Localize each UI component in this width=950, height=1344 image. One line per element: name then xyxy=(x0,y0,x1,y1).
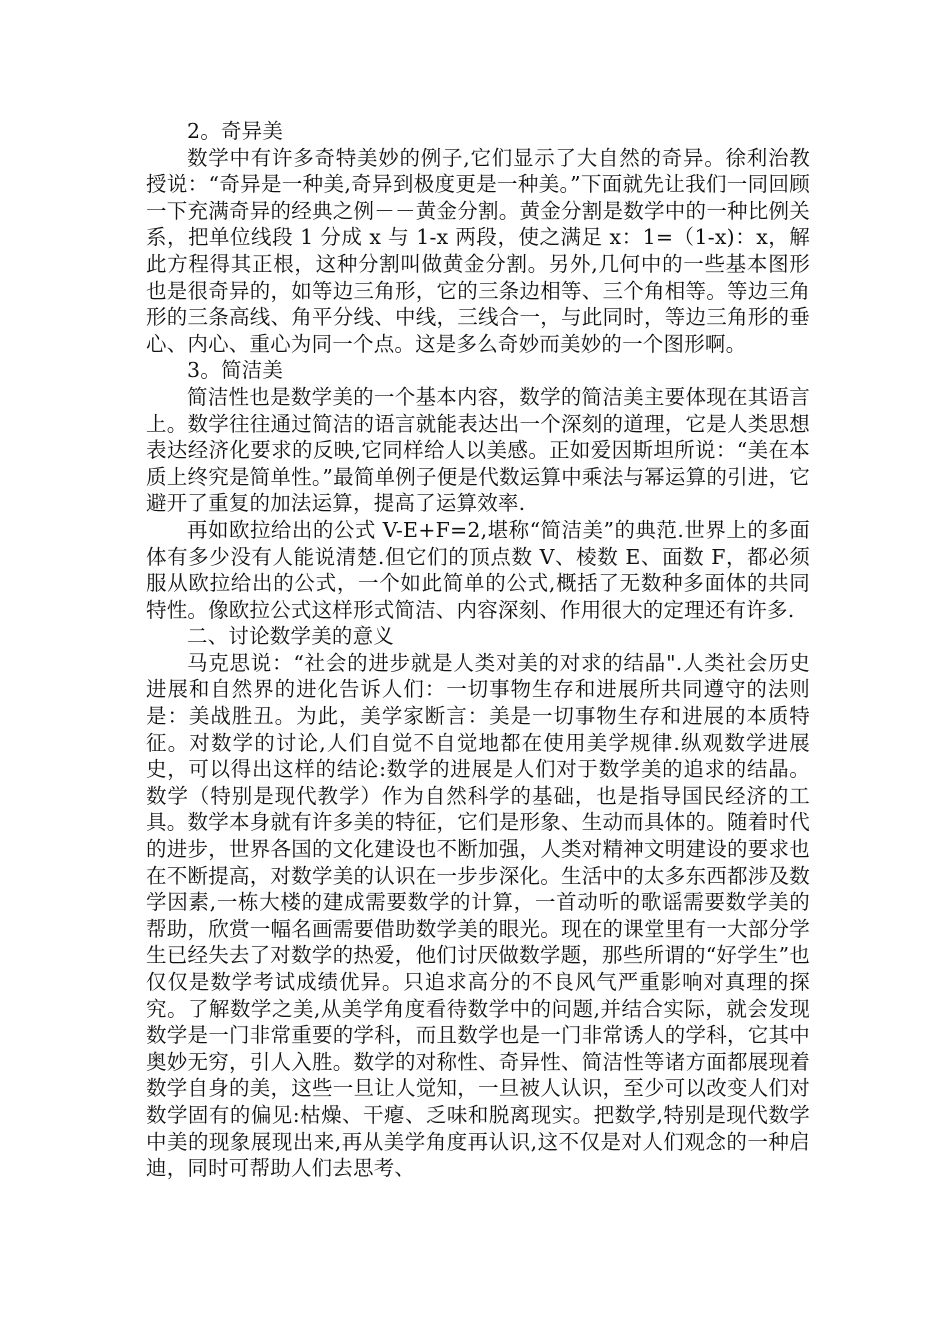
paragraph-significance: 马克思说：“社会的进步就是人类对美的对求的结晶".人类社会历史进展和自然界的进化告诉人们：一切事物生存和进展所共同遵守的法则是：美战胜丑。为此，美学家断言：美是一切事物生存和进展的本质特征。对数学的讨论,人们自觉不自觉地都在使用美学规律.纵观数学进展史，可以得出这样的结论:数学的进展是人们对于数学美的追求的结晶。数学（特别是现代教学）作为自然科学的基础，也是指导国民经济的工具。数学本身就有许多美的特征，它们是形象、生动而具体的。随着时代的进步，世界各国的文化建设也不断加强，人类对精神文明建设的要求也在不断提高，对数学美的认识在一步步深化。生活中的太多东西都涉及数学因素,一栋大楼的建成需要数学的计算，一首动听的歌谣需要数学美的帮助，欣赏一幅名画需要借助数学美的眼光。现在的课堂里有一大部分学生已经失去了对数学的热爱，他们讨厌做数学题，那些所谓的“好学生”也仅仅是数学考试成绩优异。只追求高分的不良风气严重影响对真理的探究。了解数学之美,从美学角度看待数学中的问题,并结合实际，就会发现数学是一门非常重要的学科，而且数学也是一门非常诱人的学科，它其中奥妙无穷，引人入胜。数学的对称性、奇异性、简洁性等诸方面都展现着数学自身的美，这些一旦让人觉知，一旦被人认识，至少可以改变人们对数学固有的偏见:枯燥、干瘪、乏味和脱离现实。把数学,特别是现代数学中美的现象展现出来,再从美学角度再认识,这不仅是对人们观念的一种启迪，同时可帮助人们去思考、 xyxy=(146,650,810,1181)
paragraph-euler-formula: 再如欧拉给出的公式 V-E+F=2,堪称“简洁美”的典范.世界上的多面体有多少没有人能说清楚.但它们的顶点数 V、棱数 E、面数 F，都必须服从欧拉给出的公式，一个如此简单的公式,概括了无数种多面体的共同特性。像欧拉公式这样形式简洁、内容深刻、作用很大的定理还有许多. xyxy=(146,517,810,622)
section-heading-significance: 二、讨论数学美的意义 xyxy=(187,624,394,649)
section-heading-simplicity-beauty: 3。简洁美 xyxy=(187,358,284,383)
section-heading-singular-beauty: 2。奇异美 xyxy=(187,119,284,143)
document-page xyxy=(146,118,810,1182)
paragraph-simplicity: 简洁性也是数学美的一个基本内容，数学的简洁美主要体现在其语言上。数学往往通过简洁的语言就能表达出一个深刻的道理，它是人类思想表达经济化要求的反映,它同样给人以美感。正如爱因斯坦所说：“美在本质上终究是简单性。”最简单例子便是代数运算中乘法与幂运算的引进，它避开了重复的加法运算，提高了运算效率. xyxy=(146,384,810,516)
paragraph-golden-section: 数学中有许多奇特美妙的例子,它们显示了大自然的奇异。徐利治教授说：“奇异是一种美,奇异到极度更是一种美。”下面就先让我们一同回顾一下充满奇异的经典之例－－黄金分割。黄金分割是数学中的一种比例关系，把单位线段 1 分成 x 与 1-x 两段，使之满足 x：1=（1-x)：x，解此方程得其正根，这种分割叫做黄金分割。另外,几何中的一些基本图形也是很奇异的，如等边三角形，它的三条边相等、三个角相等。等边三角形的三条高线、角平分线、中线，三线合一，与此同时，等边三角形的垂心、内心、重心为同一个点。这是多么奇妙而美妙的一个图形啊。 xyxy=(146,145,810,356)
